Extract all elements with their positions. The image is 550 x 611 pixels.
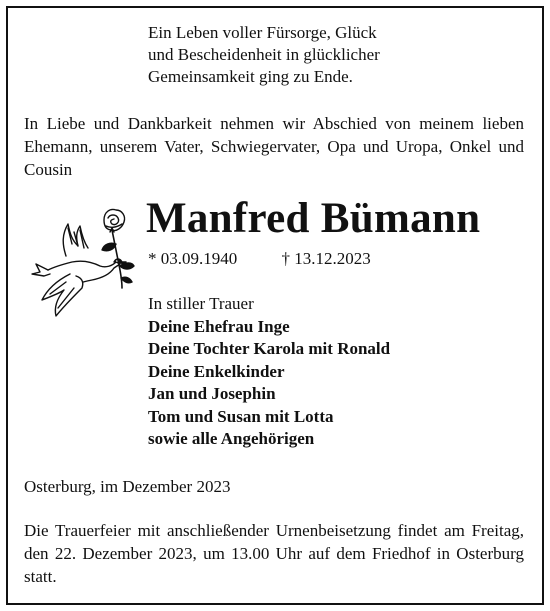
mourners-heading: In stiller Trauer	[148, 294, 254, 313]
birth-date: * 03.09.1940	[148, 249, 238, 268]
mourner-name: Deine Ehefrau Inge	[148, 316, 290, 336]
intro-text: In Liebe und Dankbarkeit nehmen wir Abschied von meinem lieben Ehemann, unserem Vater, Schwiegervater, Opa und Uropa, Onkel und Cousin	[24, 114, 524, 179]
life-dates	[148, 248, 371, 270]
mourner-name: Tom und Susan mit Lotta	[148, 406, 334, 426]
motto-line: und Bescheidenheit in glücklicher	[148, 45, 380, 64]
mourner-name: sowie alle Angehörigen	[148, 429, 315, 448]
dove-with-rose-icon	[26, 204, 138, 322]
deceased-name: Manfred Bümann	[146, 195, 481, 242]
motto	[148, 22, 380, 88]
mourner-name: Deine Enkelkinder	[148, 361, 285, 381]
mourner-name: Jan und Josephin	[148, 384, 276, 403]
mourner-name: Deine Tochter Karola mit Ronald	[148, 339, 391, 358]
motto-line: Ein Leben voller Fürsorge, Glück	[148, 23, 377, 42]
death-date: † 13.12.2023	[281, 249, 371, 268]
mourners-block	[148, 293, 390, 451]
place-and-date: Osterburg, im Dezember 2023	[24, 477, 231, 496]
funeral-info: Die Trauerfeier mit anschließender Urnenbeisetzung findet am Freitag, den 22. Dezember 2023, um 13.00 Uhr auf dem Friedhof in Osterburg statt.	[24, 521, 524, 586]
motto-line: Gemeinsamkeit ging zu Ende.	[148, 67, 353, 86]
